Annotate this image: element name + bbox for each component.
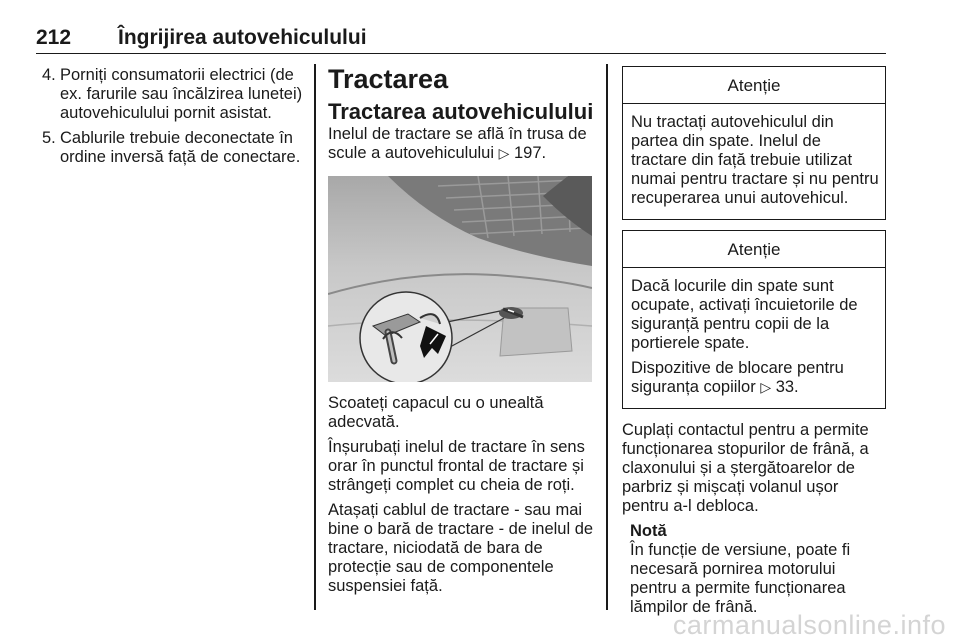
- watermark: carmanualsonline.info: [672, 610, 946, 640]
- paragraph: Înșurubați inelul de tractare în sens orar în punctul frontal de tractare și strângeți complet cu cheia de roți.: [328, 438, 585, 494]
- page-reference-icon: ▷: [498, 145, 510, 161]
- list-text: Cablurile trebuie deconectate în ordine inversă față de conectare.: [60, 129, 301, 166]
- note: [622, 522, 886, 617]
- warning-text: [631, 359, 879, 397]
- section-title: Îngrijirea autovehiculului: [118, 26, 367, 49]
- warning-body: [623, 268, 885, 408]
- paragraph: Scoateți capacul cu o unealtă adecvată.: [328, 394, 544, 431]
- list-item: [36, 129, 304, 167]
- column-divider-2: [606, 64, 608, 610]
- warning-text-ref-lead: Dispozitive de blocare pentru siguranța copiilor: [631, 359, 844, 396]
- warning-box: [622, 230, 886, 409]
- chapter-heading: Tractarea: [328, 64, 449, 94]
- list-text: Porniți consumatorii electrici (de ex. farurile sau încălzirea lunetei) autovehiculului pornit asistat.: [60, 66, 303, 122]
- warning-title: Atenție: [623, 231, 885, 268]
- tow-hook-illustration: [328, 176, 592, 382]
- intro-text: Inelul de tractare se află în trusa de scule a autovehiculului: [328, 125, 587, 162]
- column-2: [328, 66, 594, 602]
- paragraph: Atașați cablul de tractare - sau mai bine o bară de tractare - de inelul de tractare, niciodată de bara de protecție sau de componentele suspensiei față.: [328, 501, 594, 595]
- column-divider-1: [314, 64, 316, 610]
- warning-page-ref[interactable]: 33.: [775, 378, 799, 396]
- page-number: 212: [36, 26, 72, 49]
- warning-text: Nu tractați autovehiculul din partea din spate. Inelul de tractare din față trebuie utilizat numai pentru tractare și nu pentru recuperarea unui autovehicul.: [631, 113, 879, 207]
- list-number: 5.: [42, 129, 56, 147]
- list-number: 4.: [42, 66, 56, 84]
- warning-text: Dacă locurile din spate sunt ocupate, activați încuietorile de siguranță pentru copii de la portierele spate.: [631, 277, 858, 352]
- note-text: În funcție de versiune, poate fi necesară pornirea motorului pentru a permite funcționarea lămpilor de frână.: [630, 541, 851, 616]
- warning-body: [623, 104, 885, 219]
- warning-title: Atenție: [623, 67, 885, 104]
- intro-paragraph: [328, 125, 594, 163]
- intro-page-ref[interactable]: 197.: [514, 144, 547, 162]
- warning-box: [622, 66, 886, 220]
- column-1: [36, 66, 304, 167]
- list-item: [36, 66, 304, 123]
- section-heading: Tractarea autovehiculului: [328, 99, 594, 124]
- page-reference-icon: ▷: [760, 379, 772, 395]
- page-header: [36, 22, 886, 54]
- column-3: [622, 66, 886, 617]
- note-label: Notă: [630, 522, 667, 540]
- paragraph: Cuplați contactul pentru a permite funcționarea stopurilor de frână, a claxonului și a ștergătoarelor de parbriz și mișcați volanul ușor pentru a-l debloca.: [622, 421, 869, 515]
